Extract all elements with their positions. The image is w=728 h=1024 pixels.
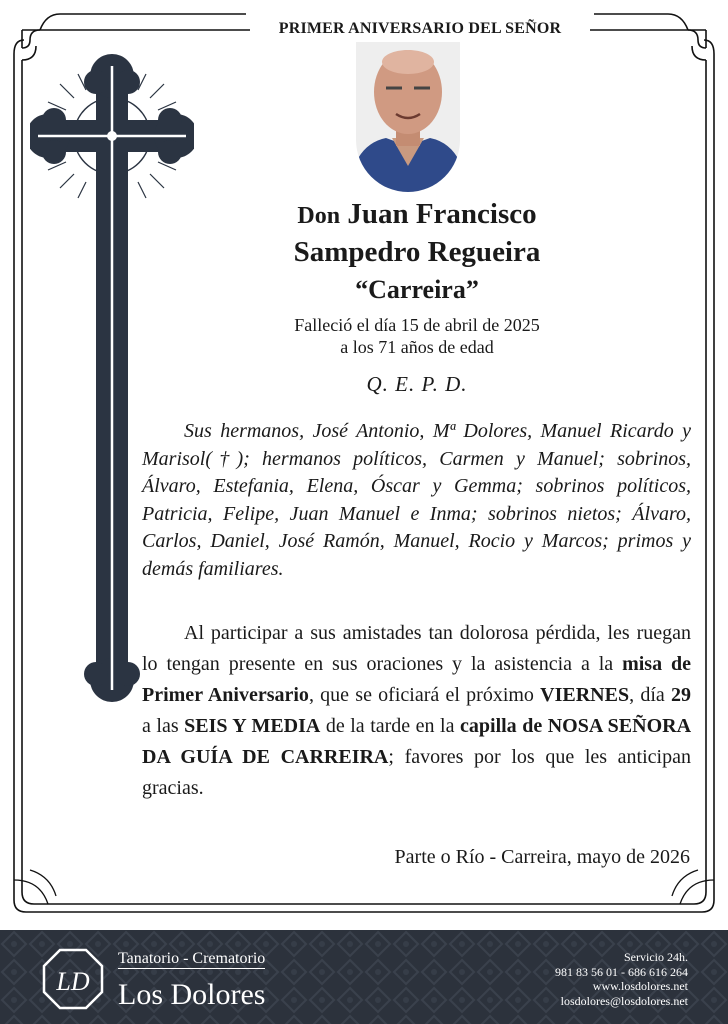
announcement-text: , que se oficiará el próximo xyxy=(308,684,541,706)
announcement-text: Al participar a sus amistades tan dolorosa pérdida, les ruegan lo tengan presente en sus oraciones y la asistencia a la xyxy=(142,622,691,675)
footer-banner xyxy=(0,930,728,1024)
contact-info xyxy=(555,950,688,1008)
portrait-photo xyxy=(356,42,460,192)
cross-icon xyxy=(30,52,194,702)
deceased-name-line-1 xyxy=(230,198,604,231)
announcement-text: ; favores por los que les anticipan gracias. xyxy=(142,746,691,799)
deceased-nickname: “Carreira” xyxy=(355,275,479,304)
mass-name: misa de Primer Aniversario xyxy=(142,653,692,706)
death-details xyxy=(230,314,604,358)
announcement-text: , día xyxy=(629,684,671,706)
place-and-date: Parte o Río - Carreira, mayo de 2026 xyxy=(394,846,690,868)
deceased-surnames: Sampedro Regueira xyxy=(293,236,541,268)
honorific: Don xyxy=(297,203,341,229)
announcement-text: a las xyxy=(142,715,185,737)
announcement-text: de la tarde en la xyxy=(320,715,461,737)
mass-location: capilla de NOSA SEÑORA DA GUÍA DE CARREIRA xyxy=(142,715,692,768)
brand-name: Los Dolores xyxy=(118,978,266,1011)
mass-time: SEIS Y MEDIA xyxy=(184,715,321,737)
website: www.losdolores.net xyxy=(592,979,688,993)
mass-day-name: VIERNES xyxy=(540,684,630,706)
announcement-paragraph xyxy=(142,618,691,804)
email: losdolores@losdolores.net xyxy=(560,993,688,1008)
qepd-text: Q. E. P. D. xyxy=(366,372,468,396)
age-at-death: a los 71 años de edad xyxy=(340,337,494,357)
first-names: Juan Francisco xyxy=(347,198,537,230)
announcement-title: PRIMER ANIVERSARIO DEL SEÑOR xyxy=(278,20,562,37)
brand-subtitle-text: Tanatorio - Crematorio xyxy=(118,950,266,967)
brand-subtitle xyxy=(118,950,265,968)
mass-day-number: 29 xyxy=(671,684,691,706)
company-logo xyxy=(42,948,104,1010)
phone-numbers: 981 83 56 01 - 686 616 264 xyxy=(555,964,688,979)
service-hours: Servicio 24h. xyxy=(624,950,688,964)
logo-letters: LD xyxy=(56,967,90,996)
family-paragraph: Sus hermanos, José Antonio, Mª Dolores, Manuel Ricardo y Marisol(†); hermanos políticos, Carmen y Manuel; sobrinos, Álvaro, Estefania, Elena, Óscar y Gemma; sobrinos políticos, Patricia, Felipe, Juan Manuel e Inma; sobrinos nietos; Álvaro, Carlos, Daniel, José Ramón, Manuel, Rocio y Marcos; primos y demás familiares. xyxy=(142,420,691,580)
death-date: Falleció el día 15 de abril de 2025 xyxy=(294,315,540,335)
